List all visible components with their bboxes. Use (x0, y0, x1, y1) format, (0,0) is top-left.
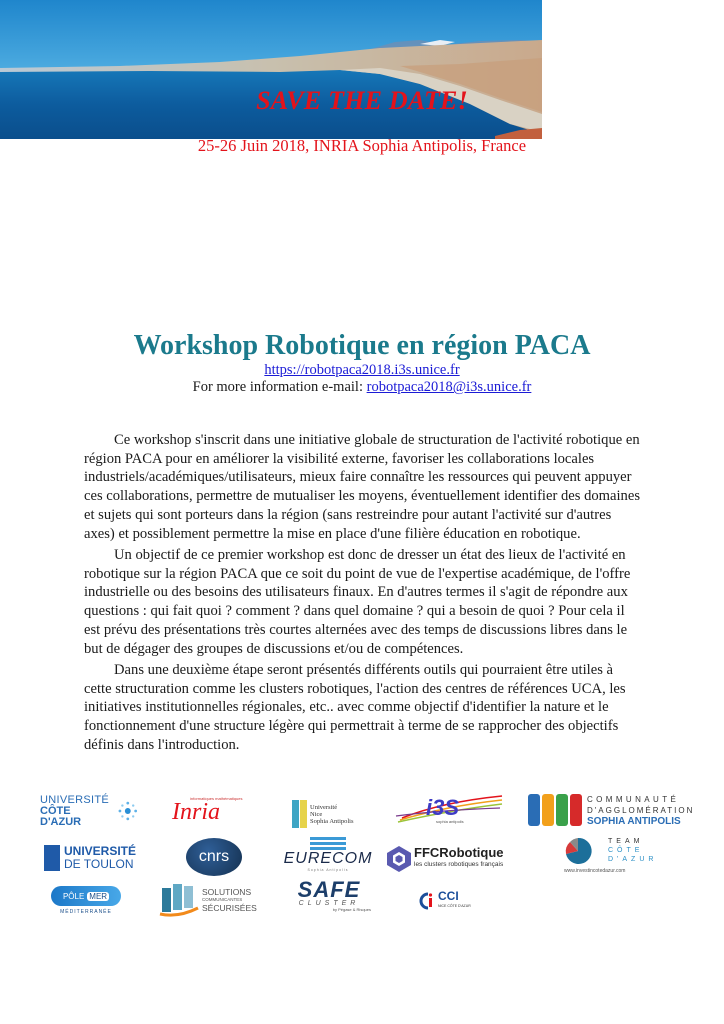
safe-tagline: by Pégase & Risques (332, 907, 371, 912)
ffcr-wordmark: FFCRobotique (414, 845, 504, 860)
unice-line2: Nice (310, 810, 323, 818)
website-link[interactable]: https://robotpaca2018.i3s.unice.fr (264, 362, 460, 378)
paragraph-objective (84, 546, 640, 658)
logo-eurecom (283, 837, 373, 879)
logo-pole-mer-mediterranee (48, 886, 124, 922)
polemer-line2: MER (89, 891, 108, 901)
logo-universite-cote-dazur (40, 793, 140, 828)
unice-line1: Université (310, 803, 338, 811)
cci-wordmark: CCI (438, 889, 459, 903)
team-cote-line2: CÔTE (608, 847, 644, 854)
casa-line2: D'AGGLOMÉRATION (587, 805, 695, 815)
cnrs-wordmark: cnrs (198, 848, 230, 865)
ffcr-tagline: les clusters robotiques français (414, 861, 504, 868)
logo-casa-sophia-antipolis (528, 792, 696, 828)
paragraph-objective-text: Un objectif de ce premier workshop est donc de dresser un état des lieux de l'activité en robotique sur la région PACA que ce soit du point de vue de l'expertise académique, de l'offre industrielle ou des besoins des utilisateurs finaux. En d'autres termes il s'agit de répondre aux questions : qui fait quoi ? comment ? dans quel domaine ? qui a besoin de quoi ? Pour cela il est prévu des présentations très courtes alternées avec des temps de discussions libres dans le but de dégager des groupes de discussions et/ou de compétences. (84, 547, 631, 657)
casa-emblem-icon (528, 794, 582, 826)
logo-solutions-communicantes-securisees (158, 882, 270, 918)
unice-line3: Sophia Antipolis (310, 817, 354, 825)
scs-line3: SÉCURISÉES (202, 903, 257, 913)
toulon-emblem-icon (44, 845, 60, 871)
polemer-line3: MÉDITERRANÉE (60, 909, 112, 915)
logo-universite-de-toulon (44, 842, 136, 874)
paragraph-second-step (84, 661, 640, 755)
team-cote-emblem-icon (562, 836, 594, 866)
uca-line1: UNIVERSITÉ (40, 793, 110, 806)
event-dateline: 25-26 Juin 2018, INRIA Sophia Antipolis, France (197, 136, 527, 155)
eurecom-tagline: Sophia Antipolis (307, 868, 349, 872)
logo-cnrs (186, 838, 242, 876)
email-link[interactable]: robotpaca2018@i3s.unice.fr (366, 379, 532, 395)
paragraph-intro (84, 431, 640, 543)
casa-line1: COMMUNAUTÉ (587, 794, 680, 804)
paragraph-second-step-text: Dans une deuxième étape seront présentés différents outils qui pourraient être utiles à cette structuration comme les clusters robotiques, l'action des centres de références UCA, les initiatives institutionnelles régionales, etc.. avec comme objectif d'identifier la nature et le fonctionnement d'une structure légère qui permettrait à terme de se rapprocher des objectifs définis dans l'introduction. (84, 662, 626, 753)
team-cote-url: www.investincotedazur.com (564, 868, 626, 874)
i3s-tagline: sophia antipolis (436, 819, 464, 824)
email-prefix: For more information e-mail: (192, 379, 367, 395)
toulon-line1: UNIVERSITÉ (63, 844, 136, 858)
team-cote-line3: D'AZUR (608, 856, 658, 863)
website-line (0, 362, 724, 379)
casa-line3: SOPHIA ANTIPOLIS (587, 815, 681, 827)
paragraph-intro-text: Ce workshop s'inscrit dans une initiative globale de structuration de l'activité robotique en région PACA pour en améliorer la visibilité externe, favoriser les collaborations locales industriels/académiques/utilisateurs, mieux faire connaître les ressources qui peuvent appuyer ces collaborations, permettre de mutualiser les moyens, éventuellement identifier des domaines et sujets qui sont porteurs dans la région (sans restreindre pour autant l'activité sur d'autres axes) et possiblement permettre la mise en place d'une filière éducation en robotique. (84, 432, 641, 542)
team-cote-line1: TEAM (608, 838, 644, 845)
polemer-line1: PÔLE (62, 891, 85, 901)
toulon-line2: DE TOULON (63, 857, 134, 871)
i3s-wordmark: i3S (426, 795, 460, 820)
save-the-date-heading: SAVE THE DATE! (256, 86, 468, 115)
scs-line1: SOLUTIONS (202, 887, 252, 897)
scs-line2: COMMUNICANTES (202, 897, 243, 902)
scs-cylinders-icon (158, 882, 200, 918)
logo-inria (172, 796, 262, 826)
cci-tagline: NICE CÔTE D'AZUR (438, 904, 471, 908)
logo-team-cote-dazur (562, 836, 690, 876)
email-line (0, 379, 724, 396)
inria-tagline: informatiques mathématiques (190, 796, 243, 801)
banner-image-nice-coastline (0, 0, 542, 139)
logo-cci-nice-cote-dazur (416, 890, 486, 912)
safe-wordmark: SAFE (297, 877, 361, 902)
eurecom-bars-icon (310, 837, 346, 850)
ffcr-hexagon-icon (386, 845, 412, 873)
logo-i3s (392, 792, 504, 826)
cci-emblem-icon (416, 892, 436, 910)
uca-line2: CÔTE D'AZUR (40, 804, 82, 828)
uca-dots-icon (116, 799, 140, 823)
logo-universite-nice-sophia (292, 795, 362, 833)
logo-ffcrobotique (386, 843, 516, 875)
eurecom-wordmark: EURECOM (283, 850, 373, 867)
coastline-photo (0, 0, 542, 139)
logo-safe-cluster (287, 877, 371, 920)
inria-wordmark: Inria (172, 799, 220, 825)
safe-sub: CLUSTER (298, 900, 360, 907)
workshop-title: Workshop Robotique en région PACA (133, 330, 591, 361)
